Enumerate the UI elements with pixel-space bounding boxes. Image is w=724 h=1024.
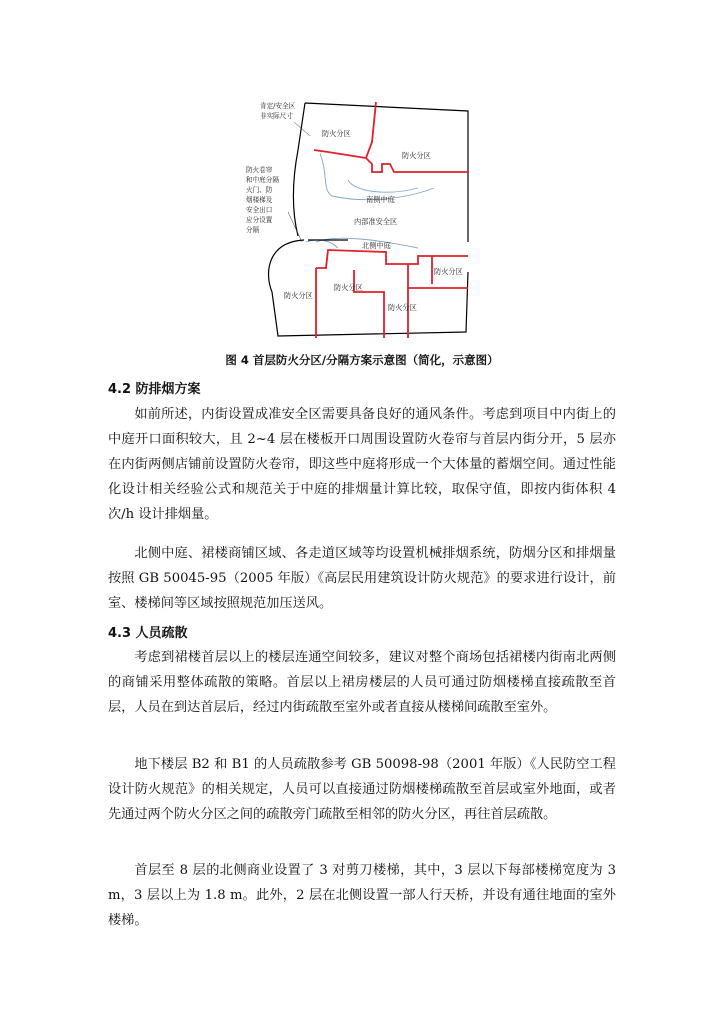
partition-top-right [372, 164, 468, 172]
paragraph-4-3-2: 地下楼层 B2 和 B1 的人员疏散参考 GB 50098-98（2001 年版）《人民防空工程设计防火规范》的相关规定，人员可以直接通过防烟楼梯疏散至首层或室外地面，或者先通过两个防火分区之间的疏散旁门疏散至相邻的防火分区，再往首层疏散。 [108, 757, 616, 822]
note-mid-line-3: 火门、防 [246, 186, 273, 194]
label-zone-top-left: 防火分区 [322, 129, 351, 138]
atrium-north-curve [320, 154, 434, 200]
note-top-line-2: 非实际尺寸 [260, 112, 293, 120]
fire-compartment-figure [246, 92, 474, 344]
label-zone-bottom-right-top: 防火分区 [434, 267, 463, 276]
paragraph-4-2-2: 北侧中庭、裙楼商铺区域、各走道区域等均设置机械排烟系统，防烟分区和排烟量按照 GB 50045-95（2005 年版）《高层民用建筑设计防火规范》的要求进行设计，前室、楼梯间等区域按照规范加压送风。 [108, 546, 616, 611]
label-zone-top-right: 防火分区 [402, 151, 431, 160]
note-mid-line-7: 分隔 [246, 226, 260, 234]
section-heading-4-2: 4.2 防排烟方案 [108, 382, 201, 397]
label-atrium-north: 南侧中庭 [366, 195, 395, 204]
partition-bottom-inner [354, 270, 384, 338]
partition-bottom-right [408, 256, 432, 284]
label-zone-bottom-right: 防火分区 [388, 303, 417, 312]
paragraph-4-2-1: 如前所述，内街设置成准安全区需要具备良好的通风条件。考虑到项目中内街上的中庭开口面积较大，且 2~4 层在楼板开口周围设置防火卷帘与首层内街分开，5 层亦在内街两侧店铺前设置防火卷帘，即这些中庭将形成一个大体量的蓄烟空间。通过性能化设计相关经验公式和规范关于中庭的排烟量计算比较，取保守值，即按内街体积 4 次/h 设计排烟量。 [108, 407, 616, 522]
label-zone-bottom-mid: 防火分区 [334, 283, 363, 292]
partition-link [366, 158, 372, 164]
note-mid-line-1: 防火卷帘 [246, 166, 273, 174]
section-heading-4-3: 4.3 人员疏散 [108, 626, 188, 641]
paragraph-4-3-1: 考虑到裙楼首层以上的楼层连通空间较多，建议对整个商场包括裙楼内街南北两侧的商铺采用整体疏散的策略。首层以上裙房楼层的人员可通过防烟楼梯直接疏散至首层，人员在到达首层后，经过内街疏散至室外或者直接从楼梯间疏散至室外。 [108, 650, 616, 715]
paragraph-4-3-3: 首层至 8 层的北侧商业设置了 3 对剪刀楼梯，其中，3 层以下每部楼梯宽度为 3 m，3 层以上为 1.8 m。此外，2 层在北侧设置一部人行天桥，并设有通往地面的室外楼梯。 [108, 863, 616, 928]
label-zone-bottom-left: 防火分区 [284, 291, 313, 300]
note-mid-line-4: 烟楼梯及 [246, 196, 273, 204]
figure-caption: 图 4 首层防火分区/分隔方案示意图（简化，示意图） [225, 353, 499, 367]
note-top-line-1: 肯定/安全区 [260, 102, 296, 110]
label-street: 内部准安全区 [354, 217, 398, 226]
note-mid-line-2: 和中庭分隔 [246, 176, 279, 184]
atrium-north-inner [348, 180, 418, 192]
label-atrium-south: 北侧中庭 [362, 241, 391, 250]
note-mid-line-5: 安全出口 [246, 206, 273, 214]
note-mid-line-6: 应分设置 [246, 216, 273, 224]
floor-plan-diagram [246, 92, 474, 344]
atrium-south-curve-left [306, 240, 338, 248]
